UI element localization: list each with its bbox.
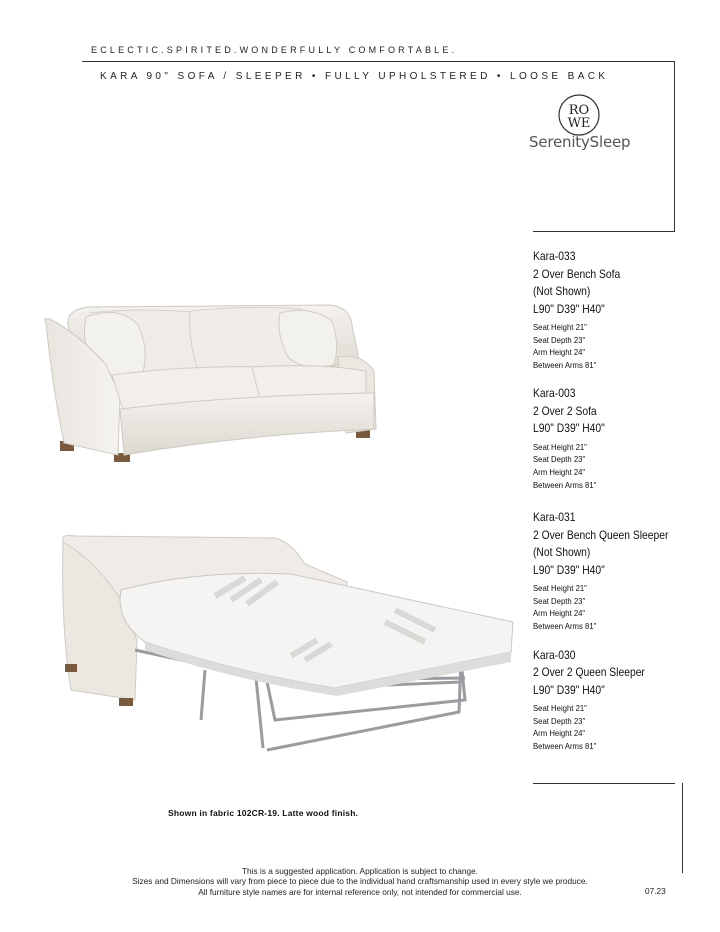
model-description: 2 Over Bench Queen Sleeper bbox=[533, 527, 669, 542]
seat-height: Seat Height 21" bbox=[533, 441, 587, 452]
sleeper-image bbox=[55, 530, 520, 760]
between-arms: Between Arms 81" bbox=[533, 740, 597, 751]
brand-name: SerenitySleep bbox=[529, 133, 631, 151]
between-arms: Between Arms 81" bbox=[533, 479, 597, 490]
model-dimensions: L90" D39" H40" bbox=[533, 562, 605, 577]
sofa-foot bbox=[119, 698, 133, 706]
model-code: Kara-033 bbox=[533, 249, 576, 263]
seat-depth: Seat Depth 23" bbox=[533, 595, 586, 606]
disclaimer-line: Sizes and Dimensions will vary from piece to piece due to the individual hand craftsmanship used in every style we produce. bbox=[132, 876, 588, 887]
arm-height: Arm Height 24" bbox=[533, 608, 586, 619]
model-spec bbox=[533, 647, 713, 753]
page-title: KARA 90" SOFA / SLEEPER • FULLY UPHOLSTERED • LOOSE BACK bbox=[100, 71, 609, 82]
fabric-caption: Shown in fabric 102CR-19. Latte wood finish. bbox=[168, 808, 359, 818]
right-frame-rule-bottom bbox=[682, 783, 683, 873]
spec-column-rule bbox=[533, 231, 675, 232]
arm-height: Arm Height 24" bbox=[533, 347, 586, 358]
model-code: Kara-031 bbox=[533, 510, 576, 525]
svg-text:RO: RO bbox=[568, 103, 590, 118]
disclaimer-line: All furniture style names are for internal reference only, not intended for commercial use. bbox=[198, 886, 522, 897]
model-description: 2 Over 2 Sofa bbox=[533, 403, 597, 418]
model-description: 2 Over Bench Sofa bbox=[533, 266, 621, 281]
disclaimer-line: This is a suggested application. Application is subject to change. bbox=[241, 866, 479, 876]
model-code: Kara-030 bbox=[533, 647, 576, 662]
model-spec bbox=[533, 509, 713, 632]
seat-height: Seat Height 21" bbox=[533, 322, 587, 332]
model-spec bbox=[533, 385, 713, 491]
model-dimensions: L90" D39" H40" bbox=[533, 301, 605, 316]
model-code: Kara-003 bbox=[533, 386, 576, 401]
model-description: 2 Over 2 Queen Sleeper bbox=[533, 665, 645, 680]
revision-date: 07.23 bbox=[645, 886, 666, 896]
model-spec-list bbox=[533, 248, 713, 766]
between-arms: Between Arms 81" bbox=[533, 621, 597, 632]
rowe-monogram-icon bbox=[556, 92, 602, 138]
sofa-image bbox=[40, 295, 385, 465]
seat-depth: Seat Depth 23" bbox=[533, 454, 586, 465]
between-arms: Between Arms 81" bbox=[533, 359, 597, 370]
seat-height: Seat Height 21" bbox=[533, 583, 587, 594]
sofa-foot bbox=[65, 664, 77, 672]
header-rule bbox=[82, 61, 675, 62]
spec-column-bottom-rule bbox=[533, 783, 675, 784]
model-description: (Not Shown) bbox=[533, 545, 591, 560]
footer-disclaimer bbox=[80, 866, 640, 897]
model-dimensions: L90" D39" H40" bbox=[533, 421, 605, 436]
arm-height: Arm Height 24" bbox=[533, 467, 586, 478]
brand-tagline: ECLECTIC.SPIRITED.WONDERFULLY COMFORTABLE. bbox=[91, 45, 458, 55]
seat-depth: Seat Depth 23" bbox=[533, 715, 586, 726]
seat-height: Seat Height 21" bbox=[533, 703, 587, 714]
model-description: (Not Shown) bbox=[533, 284, 591, 298]
arm-height: Arm Height 24" bbox=[533, 728, 586, 739]
model-dimensions: L90" D39" H40" bbox=[533, 682, 605, 697]
svg-text:WE: WE bbox=[567, 116, 591, 131]
seat-depth: Seat Depth 23" bbox=[533, 334, 586, 345]
right-frame-rule-top bbox=[674, 61, 675, 231]
model-spec bbox=[533, 248, 713, 371]
